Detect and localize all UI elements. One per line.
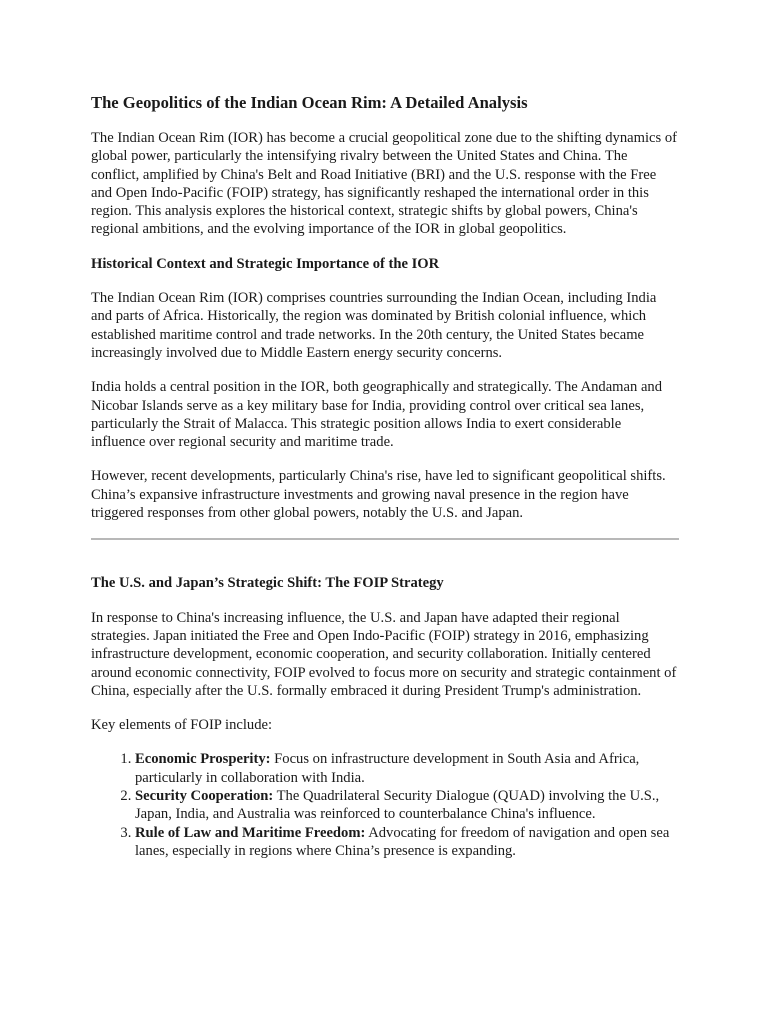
paragraph: India holds a central position in the IOR, both geographically and strategically. The Andaman and Nicobar Islands serve as a key military base for India, providing control over critical sea lanes, particularly the Strait of Malacca. This strategic position allows India to exert considerable influence over regional security and maritime trade. bbox=[91, 379, 663, 451]
paragraph: However, recent developments, particularly China's rise, have led to significant geopolitical shifts. China’s expansive infrastructure investments and growing naval presence in the region have triggered responses from other global powers, notably the U.S. and Japan. bbox=[91, 468, 666, 522]
list-item-term: Security Cooperation: bbox=[135, 788, 274, 805]
list-item bbox=[135, 824, 679, 861]
section-heading-historical-context: Historical Context and Strategic Importance of the IOR bbox=[91, 255, 440, 272]
section-heading-foip-strategy: The U.S. and Japan’s Strategic Shift: The FOIP Strategy bbox=[91, 575, 444, 592]
list-item bbox=[135, 750, 679, 787]
foip-elements-list bbox=[91, 750, 679, 860]
paragraph: The Indian Ocean Rim (IOR) comprises countries surrounding the Indian Ocean, including India and parts of Africa. Historically, the region was dominated by British colonial influence, which established maritime control and trade networks. In the 20th century, the United States became increasingly involved due to Middle Eastern energy security concerns. bbox=[91, 290, 657, 361]
paragraph: Key elements of FOIP include: bbox=[91, 717, 273, 734]
document-body bbox=[91, 93, 679, 860]
list-item-text: The Quadrilateral Security Dialogue (QUAD) involving the U.S., Japan, India, and Australia was reinforced to counterbalance China's influence. bbox=[135, 788, 660, 823]
document-title: The Geopolitics of the Indian Ocean Rim: A Detailed Analysis bbox=[91, 93, 528, 112]
paragraph: In response to China's increasing influence, the U.S. and Japan have adapted their regional strategies. Japan initiated the Free and Open Indo-Pacific (FOIP) strategy in 2016, emphasizing infrastructure development, economic cooperation, and security collaboration. Initially centered around economic connectivity, FOIP evolved to focus more on security and strategic containment of China, especially after the U.S. formally embraced it during President Trump's administration. bbox=[91, 609, 677, 699]
intro-paragraph: The Indian Ocean Rim (IOR) has become a crucial geopolitical zone due to the shifting dynamics of global power, particularly the intensifying rivalry between the United States and China. The conflict, amplified by China's Belt and Road Initiative (BRI) and the U.S. response with the Free and Open Indo-Pacific (FOIP) strategy, has significantly reshaped the international order in this region. This analysis explores the historical context, strategic shifts by global powers, China's regional ambitions, and the evolving importance of the IOR in global geopolitics. bbox=[91, 130, 677, 238]
section-divider bbox=[91, 538, 679, 540]
list-item-term: Economic Prosperity: bbox=[135, 751, 271, 768]
list-item-term: Rule of Law and Maritime Freedom: bbox=[135, 824, 366, 841]
list-item-text: Focus on infrastructure development in South Asia and Africa, particularly in collaboration with India. bbox=[135, 751, 640, 786]
list-item bbox=[135, 787, 679, 824]
list-item-text: Advocating for freedom of navigation and open sea lanes, especially in regions where China’s presence is expanding. bbox=[135, 824, 670, 859]
